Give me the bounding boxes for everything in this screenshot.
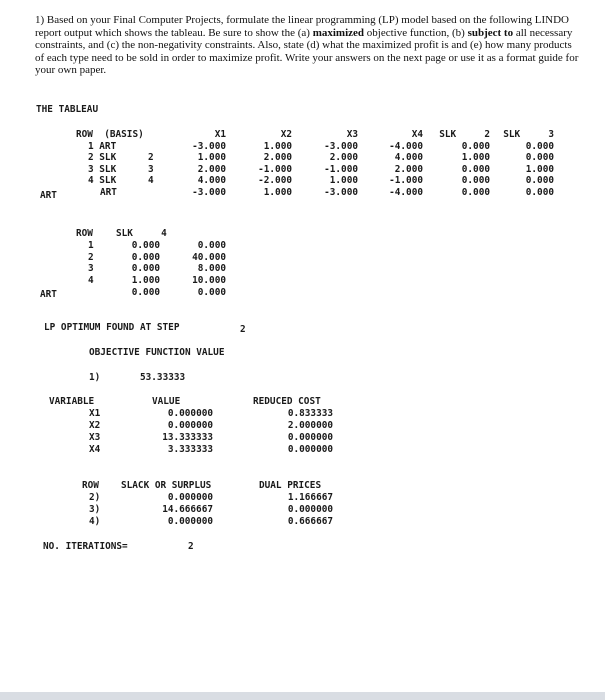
variable-value: 0.000000: [167, 420, 213, 431]
question-part-2: objective function, (b): [364, 26, 468, 39]
tableau2-slk4-cell: 0.000: [131, 263, 160, 274]
variable-value: 0.000000: [167, 408, 213, 419]
tableau-col-header: X3: [346, 129, 358, 140]
tableau-cell: 1.000: [329, 175, 358, 186]
variables-header-value: VALUE: [152, 396, 181, 407]
variable-name: X1: [89, 408, 101, 419]
tableau-col-header: SLK 3: [503, 129, 554, 140]
tableau-cell: 2.000: [329, 152, 358, 163]
tableau-basis-num: 2: [148, 152, 154, 163]
tableau-basis-num: 3: [148, 164, 154, 175]
tableau2-rhs-cell: 10.000: [192, 275, 226, 286]
tableau-cell: 0.000: [461, 187, 490, 198]
tableau-row-label: 4 SLK: [88, 175, 117, 186]
tableau2-rhs-cell: 40.000: [192, 252, 226, 263]
tableau2-slk4-cell: 0.000: [131, 240, 160, 251]
constraint-row: 4): [89, 516, 101, 527]
tableau2-row-num: 2: [88, 252, 94, 263]
tableau2-rhs-cell: 0.000: [197, 240, 226, 251]
constraint-dual: 0.000000: [287, 504, 333, 515]
tableau-cell: 1.000: [263, 141, 292, 152]
optimum-step: 2: [240, 324, 246, 335]
variable-reduced-cost: 0.000000: [287, 444, 333, 455]
iterations-label: NO. ITERATIONS=: [43, 541, 128, 552]
tableau-cell: -3.000: [192, 141, 226, 152]
tableau-col-header: X2: [280, 129, 292, 140]
tableau-cell: 2.000: [394, 164, 423, 175]
tableau-cell: 2.000: [197, 164, 226, 175]
bottom-scroll-bar: [0, 692, 605, 700]
tableau-title: THE TABLEAU: [36, 104, 99, 115]
tableau-row-basis-header: ROW (BASIS): [76, 129, 144, 140]
variable-value: 13.333333: [162, 432, 213, 443]
variable-reduced-cost: 0.000000: [287, 432, 333, 443]
question-part-1: 1) Based on your Final Computer Projects, formulate the linear programming (LP) model based on the following LINDO report output which shows the tableau. Be sure to show the (a): [35, 14, 569, 39]
tableau-cell: -3.000: [192, 187, 226, 198]
tableau2-rhs-cell: 8.000: [197, 263, 226, 274]
objective-value: 53.33333: [140, 372, 186, 383]
tableau-cell: 0.000: [525, 141, 554, 152]
constraint-dual: 1.166667: [287, 492, 333, 503]
tableau-art-label: ART: [40, 190, 57, 201]
variables-header-reduced-cost: REDUCED COST: [253, 396, 321, 407]
tableau-row-label: ART: [100, 187, 117, 198]
tableau-cell: 0.000: [525, 187, 554, 198]
tableau-cell: -1.000: [389, 175, 423, 186]
tableau-row-label: 2 SLK: [88, 152, 117, 163]
tableau-cell: 4.000: [394, 152, 423, 163]
tableau-cell: 0.000: [461, 175, 490, 186]
tableau-cell: -4.000: [389, 187, 423, 198]
tableau-cell: 1.000: [461, 152, 490, 163]
constraints-header-slack: SLACK OR SURPLUS: [121, 480, 212, 491]
tableau2-slk-header: SLK 4: [116, 228, 167, 239]
tableau-cell: -3.000: [324, 187, 358, 198]
variable-reduced-cost: 0.833333: [287, 408, 333, 419]
tableau2-row-num: 1: [88, 240, 94, 251]
tableau-row-label: 1 ART: [88, 141, 117, 152]
constraint-row: 2): [89, 492, 101, 503]
tableau-cell: 0.000: [525, 175, 554, 186]
tableau-cell: -3.000: [324, 141, 358, 152]
objective-label: OBJECTIVE FUNCTION VALUE: [89, 347, 225, 358]
tableau2-slk4-cell: 1.000: [131, 275, 160, 286]
question-part-3: all necessary constraints, and (c) the non-negativity constraints. Also, state (d) what the maximized profit is and (e) how many products of each type need to be sold in order to maximize profit. Write your answers on the next page or use it as a format guide for your own paper.: [35, 26, 579, 77]
tableau2-slk4-cell: 0.000: [131, 287, 160, 298]
tableau-cell: -2.000: [258, 175, 292, 186]
tableau2-row-num: 4: [88, 275, 94, 286]
tableau-cell: 1.000: [197, 152, 226, 163]
tableau2-slk4-cell: 0.000: [131, 252, 160, 263]
constraint-slack: 0.000000: [167, 516, 213, 527]
constraint-dual: 0.666667: [287, 516, 333, 527]
constraint-slack: 0.000000: [167, 492, 213, 503]
tableau2-row-header: ROW: [76, 228, 93, 239]
question-bold-subject-to: subject to: [467, 26, 514, 39]
constraint-slack: 14.666667: [162, 504, 213, 515]
variable-name: X3: [89, 432, 101, 443]
tableau-cell: 0.000: [461, 141, 490, 152]
question-text: [35, 14, 583, 77]
tableau-cell: 1.000: [263, 187, 292, 198]
iterations-value: 2: [188, 541, 194, 552]
tableau-cell: -1.000: [258, 164, 292, 175]
tableau2-rhs-cell: 0.000: [197, 287, 226, 298]
tableau-basis-num: 4: [148, 175, 154, 186]
variable-reduced-cost: 2.000000: [287, 420, 333, 431]
tableau2-row-num: 3: [88, 263, 94, 274]
tableau-col-header: X1: [214, 129, 226, 140]
objective-row: 1): [89, 372, 101, 383]
variables-header-variable: VARIABLE: [49, 396, 95, 407]
tableau-cell: 0.000: [525, 152, 554, 163]
question-bold-maximized: maximized: [312, 26, 365, 39]
constraints-header-dual: DUAL PRICES: [259, 480, 322, 491]
constraints-header-row: ROW: [82, 480, 99, 491]
optimum-found-label: LP OPTIMUM FOUND AT STEP: [44, 322, 180, 333]
variable-name: X2: [89, 420, 101, 431]
tableau-cell: 4.000: [197, 175, 226, 186]
tableau-row-label: 3 SLK: [88, 164, 117, 175]
tableau-cell: 1.000: [525, 164, 554, 175]
tableau-col-header: SLK 2: [439, 129, 490, 140]
tableau-cell: 2.000: [263, 152, 292, 163]
variable-value: 3.333333: [167, 444, 213, 455]
tableau-col-header: X4: [411, 129, 423, 140]
tableau-cell: -4.000: [389, 141, 423, 152]
variable-name: X4: [89, 444, 101, 455]
tableau-cell: 0.000: [461, 164, 490, 175]
tableau-cell: -1.000: [324, 164, 358, 175]
tableau2-art-label: ART: [40, 289, 57, 300]
constraint-row: 3): [89, 504, 101, 515]
